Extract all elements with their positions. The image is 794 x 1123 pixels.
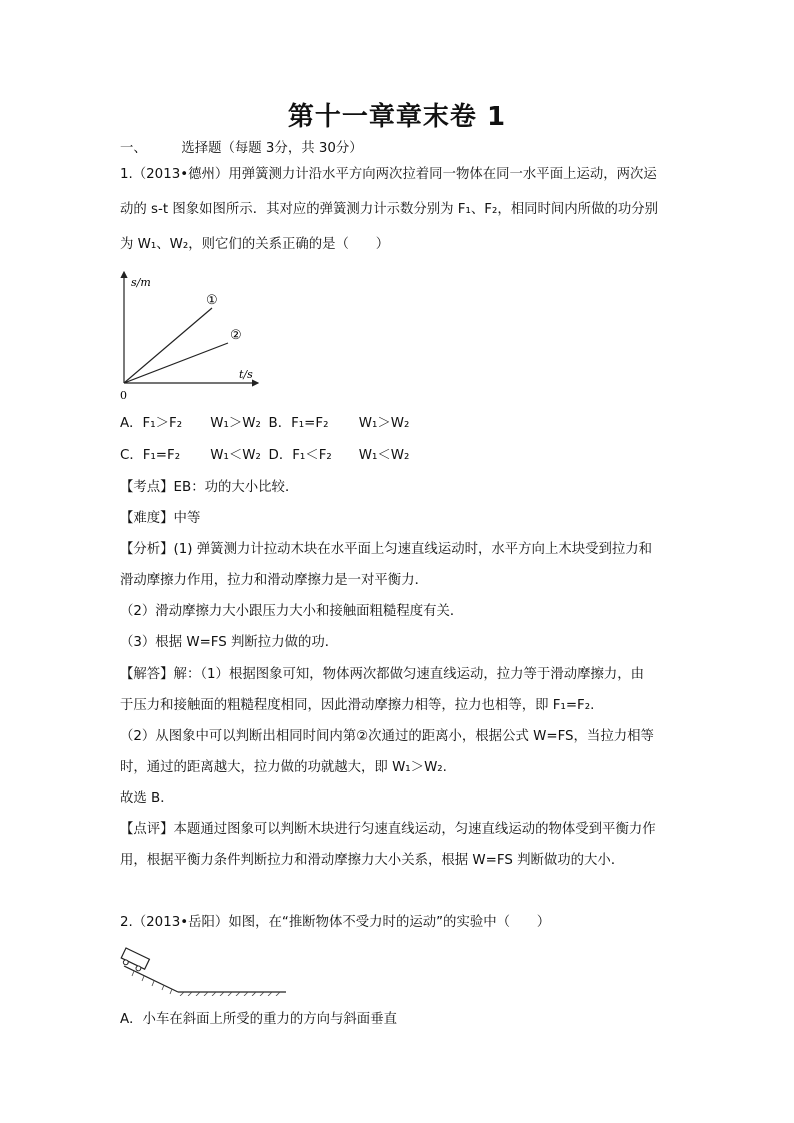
q1-final-choice: 故选 B． <box>120 791 174 806</box>
y-axis-label: s/m <box>131 276 151 289</box>
q1-option-d-force: D．F₁＜F₂ <box>268 448 332 463</box>
q2-stem: 2.（2013•岳阳）如图，在“推断物体不受力时的运动”的实验中（ ） <box>120 915 551 930</box>
q1-analysis-line-4: （3）根据 W=FS 判断拉力做的功． <box>120 635 339 650</box>
section-label: 选择题（每题 3分，共 30分） <box>181 141 363 156</box>
q1-answer-line-4: 时，通过的距离越大，拉力做的功就越大，即 W₁＞W₂. <box>120 760 447 775</box>
cart <box>120 948 149 973</box>
q1-options-row-2 <box>120 447 409 465</box>
q1-analysis-line-1: 【分析】(1) 弹簧测力计拉动木块在水平面上匀速直线运动时，水平方向上木块受到拉力和 <box>120 542 653 557</box>
origin-label: 0 <box>120 389 127 402</box>
q1-answer-line-3: （2）从图象中可以判断出相同时间内第②次通过的距离小，根据公式 W=FS，当拉力相等 <box>120 729 654 744</box>
q1-kaodian: 【考点】EB：功的大小比较． <box>120 480 299 495</box>
page-title: 第十一章章末卷 1 <box>287 102 507 132</box>
section-number: 一、 <box>120 141 147 156</box>
line-2-label: ② <box>230 328 242 343</box>
q1-analysis-line-3: （2）滑动摩擦力大小跟压力大小和接触面粗糙程度有关． <box>120 604 464 619</box>
q1-stem-line-2: 动的 s-t 图象如图所示．其对应的弹簧测力计示数分别为 F₁、F₂，相同时间内所做的功分别 <box>120 202 659 217</box>
q1-stem-line-3: 为 W₁、W₂，则它们的关系正确的是（ ） <box>120 237 390 252</box>
line-1-label: ① <box>206 293 218 308</box>
q1-option-a-force: A．F₁＞F₂ <box>120 416 183 431</box>
q1-st-graph <box>108 266 268 406</box>
q1-options-row-1 <box>120 415 409 433</box>
q1-answer-line-2: 于压力和接触面的粗糙程度相同，因此滑动摩擦力相等，拉力也相等，即 F₁=F₂. <box>120 698 595 713</box>
graph-line-1 <box>124 308 212 383</box>
q1-option-b-work: W₁＞W₂ <box>358 416 410 431</box>
q2-incline-figure <box>120 944 292 996</box>
q1-stem-line-1: 1.（2013•德州）用弹簧测力计沿水平方向两次拉着同一物体在同一水平面上运动，两次运 <box>120 167 657 182</box>
section-heading <box>120 140 363 158</box>
q1-comment-line-1: 【点评】本题通过图象可以判断木块进行匀速直线运动，匀速直线运动的物体受到平衡力作 <box>120 822 656 837</box>
q2-option-a: A．小车在斜面上所受的重力的方向与斜面垂直 <box>120 1012 397 1027</box>
graph-line-2 <box>124 343 228 383</box>
q1-nandu: 【难度】中等 <box>120 511 201 526</box>
q1-answer-line-1: 【解答】解：（1）根据图象可知，物体两次都做匀速直线运动，拉力等于滑动摩擦力，由 <box>120 667 645 682</box>
q1-option-b-force: B．F₁=F₂ <box>268 416 329 431</box>
q1-comment-line-2: 用，根据平衡力条件判断拉力和滑动摩擦力大小关系，根据 W=FS 判断做功的大小． <box>120 853 625 868</box>
q1-option-c-work: W₁＜W₂ <box>210 448 261 463</box>
q1-analysis-line-2: 滑动摩擦力作用，拉力和滑动摩擦力是一对平衡力． <box>120 573 428 588</box>
q1-option-c-force: C．F₁=F₂ <box>120 448 181 463</box>
q1-option-d-work: W₁＜W₂ <box>358 448 410 463</box>
x-axis-label: t/s <box>239 368 253 381</box>
q1-option-a-work: W₁＞W₂ <box>210 416 261 431</box>
incline-surface <box>124 966 178 992</box>
